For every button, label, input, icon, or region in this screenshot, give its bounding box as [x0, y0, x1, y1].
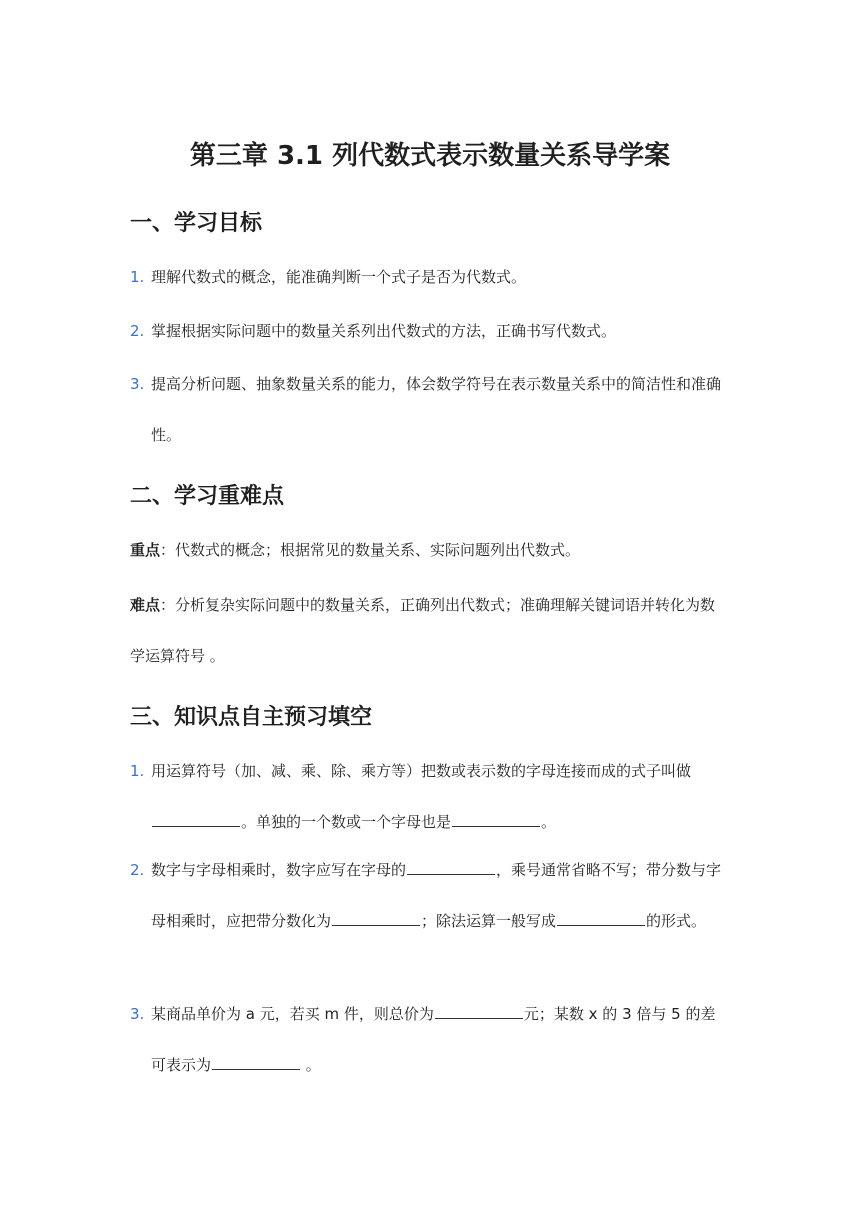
section-heading-key-points: 二、学习重难点	[130, 484, 285, 509]
list-number: 2.	[130, 322, 145, 340]
list-item	[130, 359, 730, 461]
fill-blank[interactable]	[332, 909, 420, 926]
question-text: 的形式。	[646, 912, 707, 930]
list-item	[130, 989, 730, 1091]
key-point-label: 重点	[130, 541, 161, 559]
list-number: 3.	[130, 375, 145, 393]
section-heading-objectives: 一、学习目标	[130, 211, 263, 236]
list-number: 1.	[130, 268, 145, 286]
key-point-paragraph	[130, 525, 730, 576]
question-text: 用运算符号（加、减、乘、除、乘方等）把数或表示数的字母连接而成的式子叫做	[151, 762, 692, 780]
list-number: 3.	[130, 1005, 145, 1023]
question-text: 某商品单价为 a 元，若买 m 件，则总价为	[151, 1005, 434, 1023]
question-text: 数字与字母相乘时，数字应写在字母的	[151, 861, 407, 879]
list-item	[130, 306, 730, 357]
fill-blank[interactable]	[212, 1053, 300, 1070]
question-text: ；除法运算一般写成	[421, 912, 557, 930]
difficulty-paragraph	[130, 580, 730, 682]
document-title: 第三章 3.1 列代数式表示数量关系导学案	[189, 141, 671, 171]
difficulty-label: 难点	[130, 596, 161, 614]
fill-blank[interactable]	[152, 810, 240, 827]
section-heading-preview: 三、知识点自主预习填空	[130, 705, 373, 730]
list-item-text: 理解代数式的概念，能准确判断一个式子是否为代数式。	[151, 268, 527, 286]
list-item-text: 提高分析问题、抽象数量关系的能力，体会数学符号在表示数量关系中的简洁性和准确性。	[151, 375, 722, 444]
question-text: 元；某数 x 的 3 倍与 5 的差可表示为	[151, 1005, 716, 1074]
difficulty-text: ：分析复杂实际问题中的数量关系，正确列出代数式；准确理解关键词语并转化为数学运算符号 。	[130, 596, 716, 665]
list-item	[130, 746, 730, 848]
fill-blank[interactable]	[407, 858, 495, 875]
list-number: 1.	[130, 762, 145, 780]
fill-in-question	[130, 746, 730, 848]
fill-blank[interactable]	[435, 1002, 523, 1019]
list-number: 2.	[130, 861, 145, 879]
question-text: 。	[541, 813, 557, 831]
question-text: 。单独的一个数或一个字母也是	[241, 813, 452, 831]
key-point-text: ：代数式的概念；根据常见的数量关系、实际问题列出代数式。	[160, 541, 581, 559]
fill-blank[interactable]	[557, 909, 645, 926]
question-text: 。	[301, 1056, 321, 1074]
list-item	[130, 845, 730, 947]
question-text: ，乘号通常省略不写；带分数与字母相乘时，应把带分数化为	[151, 861, 722, 930]
fill-blank[interactable]	[452, 810, 540, 827]
fill-in-question	[130, 989, 730, 1091]
fill-in-question	[130, 845, 730, 947]
list-item	[130, 252, 730, 303]
list-item-text: 掌握根据实际问题中的数量关系列出代数式的方法，正确书写代数式。	[151, 322, 617, 340]
